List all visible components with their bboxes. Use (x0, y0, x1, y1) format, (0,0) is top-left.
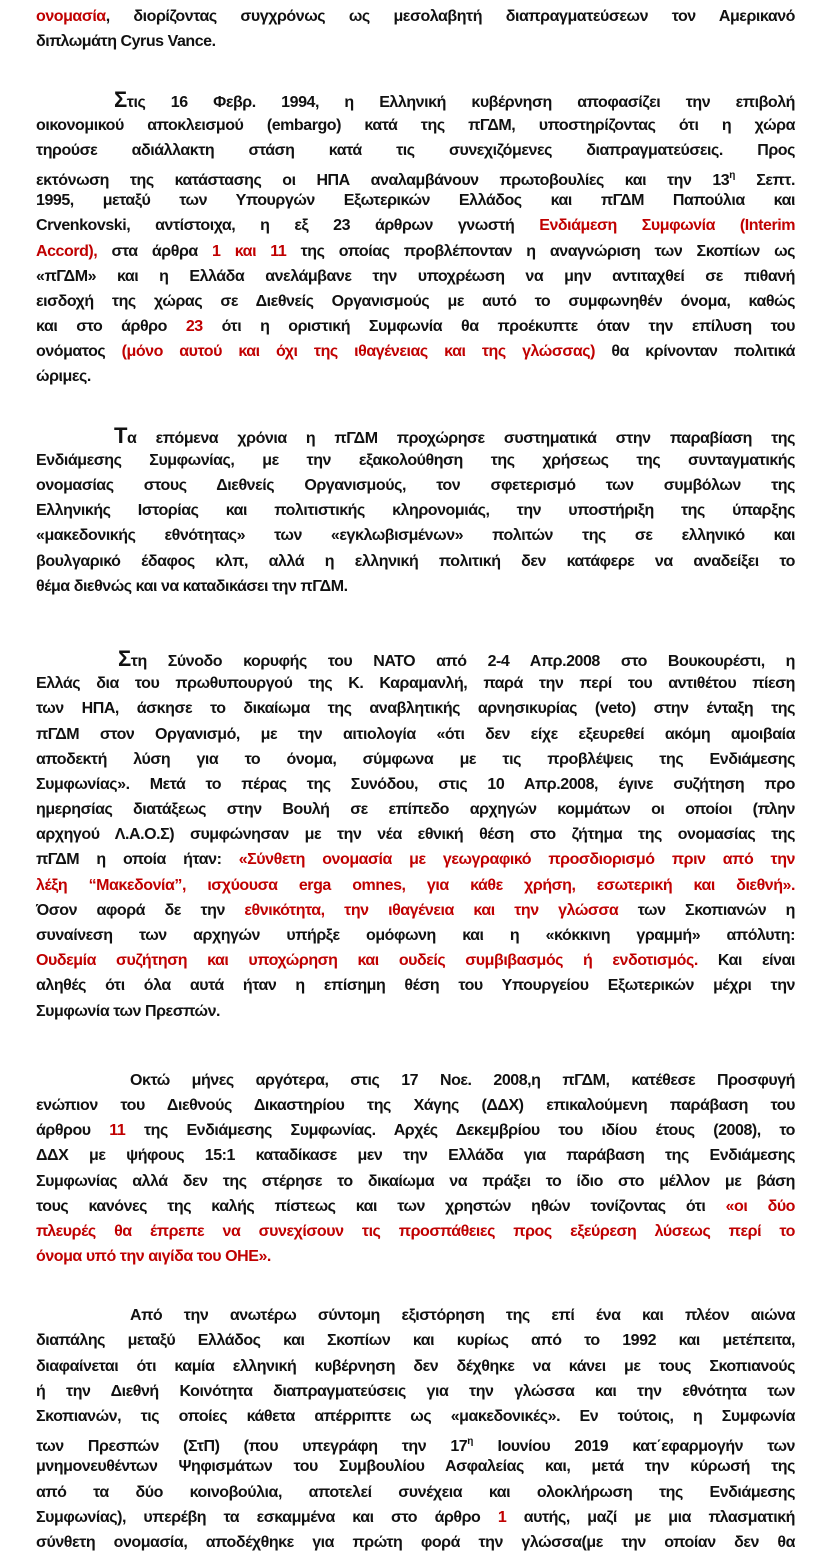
text-run: άρθρου (36, 1122, 110, 1140)
text-line (36, 973, 795, 998)
text-run: ή την Διεθνή Κοινότητα διαπραγματεύσεις για την γλώσσα και την εθνότητα των (36, 1382, 795, 1400)
text-line (36, 898, 795, 923)
text-run: εκτόνωση της κατάστασης οι ΗΠΑ αναλαμβάνουν πρωτοβουλίες και την 13 (36, 171, 730, 189)
text-line (36, 423, 795, 448)
text-run: οικονομικού αποκλεισμού (embargo) κατά της πΓΔΜ, υποστηρίζοντας ότι η χώρα (36, 116, 795, 134)
highlighted-text: λέξη “Μακεδονία”, ισχύουσα erga omnes, για κάθε χρήση, εσωτερική και διεθνή». (36, 876, 795, 894)
highlighted-text: ονομασία (36, 8, 106, 25)
text-run: ονομασίας στους Διεθνείς Οργανισμούς, τον σφετερισμό των συμβόλων της (36, 477, 795, 494)
paragraph (36, 423, 795, 599)
text-run: διαφαίνεται ότι καμία ελληνική κυβέρνηση δεν δέχθηκε να κάνει με τους Σκοπιανούς (36, 1357, 795, 1375)
text-run: συναίνεση των αρχηγών υπήρξε ομόφωνη και η «κόκκινη γραμμή» απόλυτη: (36, 927, 795, 944)
text-line (36, 696, 795, 721)
text-run: ημερησίας διατάξεως στην Βουλή σε επίπεδο αρχηγών κομμάτων οι οποίοι (πλην (36, 801, 795, 819)
highlighted-text: Ουδεμία συζήτηση και υποχώρηση και ουδείς συμβιβασμός ή ενδοτισμός. (36, 952, 698, 970)
text-run: Συμφωνίας), υπερέβη τα εσκαμμένα και στο άρθρο (36, 1508, 498, 1526)
text-line (36, 1219, 795, 1244)
text-run: Συμφωνίας αλλά δεν της στέρησε το δικαίωμα να πράξει το ίδιο στο μέλλον με βάση (36, 1172, 795, 1190)
highlighted-text: (μόνο αυτού και όχι της ιθαγένειας και της γλώσσας) (121, 343, 595, 361)
text-line (36, 999, 795, 1024)
text-line (36, 239, 795, 264)
text-line (36, 722, 795, 747)
text-line (36, 1068, 795, 1093)
text-run: ονόματος (36, 343, 122, 361)
text-run: ενώπιον του Διεθνούς Δικαστηρίου της Χάγης (ΔΔΧ) επικαλούμενη παράβαση του (36, 1096, 795, 1114)
text-run: στα άρθρα (97, 242, 213, 260)
text-run: τη Σύνοδο κορυφής του ΝΑΤΟ από 2-4 Απρ.2008 στο Βουκουρέστι, η (130, 652, 795, 670)
text-line (36, 314, 795, 339)
text-run: τις 16 Φεβρ. 1994, η Ελληνική κυβέρνηση αποφασίζει την επιβολή (126, 94, 795, 112)
text-line (36, 473, 795, 498)
highlighted-text: όνομα υπό την αιγίδα του ΟΗΕ». (36, 1248, 271, 1266)
text-line (36, 188, 795, 213)
highlighted-text: 11 (109, 1122, 126, 1140)
text-line (36, 1244, 795, 1269)
text-run: από τα δύο κοινοβούλια, αποτελεί συνέχεια και ολοκλήρωση της Ενδιάμεσης (36, 1483, 795, 1501)
text-run: της οποίας προβλέπονταν η αναγνώριση των Σκοπίων ως (286, 242, 796, 260)
text-line (36, 289, 795, 314)
text-run: Από την ανωτέρω σύντομη εξιστόρηση της επί ένα και πλέον αιώνα (130, 1307, 795, 1325)
text-line (36, 1093, 795, 1118)
text-line (36, 797, 795, 822)
text-run: μνημονευθέντων Ψηφισμάτων του Συμβουλίου Ασφαλείας και, μετά την κύρωσή της (36, 1458, 795, 1476)
text-run: και στο άρθρο (36, 318, 186, 336)
text-line (36, 1303, 795, 1328)
text-run: 1995, μεταξύ των Υπουργών Εξωτερικών Ελλάδος και πΓΔΜ Παπούλια και (36, 192, 795, 210)
paragraph (36, 4, 795, 54)
text-line (36, 923, 795, 948)
text-line (36, 847, 795, 872)
text-run: της Ενδιάμεσης Συμφωνίας. Αρχές Δεκεμβρίου του ιδίου έτους (2008), το (125, 1122, 795, 1140)
text-run: Ενδιάμεσης Συμφωνίας, με την εξακολούθηση της χρήσεως της συνταγματικής (36, 451, 795, 469)
paragraph (36, 646, 795, 1024)
text-run: τους κανόνες της καλής πίστεως και των χρηστών ηθών τονίζοντας ότι (36, 1197, 726, 1215)
text-run: θα κρίνονταν πολιτικά (594, 343, 795, 361)
text-line (36, 948, 795, 973)
text-line (36, 1328, 795, 1353)
text-line (36, 1454, 795, 1479)
text-run: Οκτώ μήνες αργότερα, στις 17 Νοε. 2008,η πΓΔΜ, κατέθεσε Προσφυγή (130, 1071, 795, 1089)
text-line (36, 747, 795, 772)
text-run: Ελληνικής Ιστορίας και πολιτιστικής κληρονομιάς, την υποστήριξη της ύπαρξης (36, 502, 795, 520)
text-line (36, 163, 795, 188)
text-line (36, 4, 795, 29)
text-run: Σεπτ. (735, 171, 795, 189)
text-run: Ελλάς δια του πρωθυπουργού της Κ. Καραμανλή, παρά την περί του αντιθέτου πίεση (36, 675, 795, 693)
initial-letter: Σ (118, 645, 131, 671)
text-run: Όσον αφορά δε την (36, 901, 245, 919)
text-run: ότι η οριστική Συμφωνία θα προέκυπτε όταν την επίλυση του (202, 318, 795, 336)
text-line (36, 1404, 795, 1429)
text-run: Σκοπιανών, τις οποίες κάθετα απέρριπτε ως «μακεδονικές». Εν τούτοις, η Συμφωνία (36, 1408, 795, 1425)
text-line (36, 29, 795, 54)
text-run: αποδεκτή λύση για το όνομα, σύμφωνα με τις προβλέψεις της Ενδιάμεσης (36, 750, 795, 768)
highlighted-text: 23 (185, 318, 203, 336)
superscript: η (729, 169, 736, 181)
text-line (36, 1429, 795, 1454)
text-line (36, 1480, 795, 1505)
text-line (36, 772, 795, 797)
text-run: Και είναι (697, 952, 795, 970)
text-line (36, 448, 795, 473)
superscript: η (467, 1436, 474, 1448)
text-run: των Σκοπιανών η (618, 901, 795, 919)
highlighted-text: εθνικότητα, την ιθαγένεια και την γλώσσα (244, 901, 619, 919)
initial-letter: Τ (114, 422, 127, 448)
text-line (36, 1530, 795, 1555)
text-run: των ΗΠΑ, άσκησε το δικαίωμα της αναβλητικής αρνησικυρίας (veto) στην ένταξη της (36, 700, 795, 718)
text-run: Crvenkovski, αντίστοιχα, η εξ 23 άρθρων γνωστή (36, 217, 540, 235)
text-line (36, 138, 795, 163)
text-line (36, 671, 795, 696)
text-run: Συμφωνία των Πρεσπών. (36, 1002, 221, 1020)
text-line (36, 822, 795, 847)
text-run: Ιουνίου 2019 κατ΄εφαρμογήν των (473, 1438, 795, 1456)
text-run: Συμφωνίας». Μετά το πέρας της Συνόδου, στις 10 Απρ.2008, έγινε συζήτηση προ (36, 775, 795, 793)
text-line (36, 1194, 795, 1219)
highlighted-text: 1 (497, 1508, 507, 1526)
text-line (36, 498, 795, 523)
paragraph (36, 1068, 795, 1270)
text-line (36, 364, 795, 389)
text-line (36, 1118, 795, 1143)
text-run: διπλωμάτη Cyrus Vance. (36, 33, 216, 51)
text-run: α επόμενα χρόνια η πΓΔΜ προχώρησε συστηματικά στην παραβίαση της (127, 429, 795, 447)
highlighted-text: Ενδιάμεση Συμφωνία (Interim (539, 217, 795, 235)
highlighted-text: «οι δύο (725, 1197, 796, 1215)
text-line (36, 1143, 795, 1168)
text-line (36, 646, 795, 671)
paragraph (36, 1303, 795, 1555)
text-run: αρχηγού Λ.Α.Ο.Σ) συμφώνησαν με την νέα εθνική θέση στο ζήτημα της ονομασίας της (36, 826, 795, 844)
text-line (36, 113, 795, 138)
text-run: «μακεδονικής εθνότητας» των «εγκλωβισμένων» πολιτών της σε ελληνικό και (36, 527, 795, 545)
text-run: ΔΔΧ με ψήφους 15:1 καταδίκασε μεν την Ελλάδα για παράβαση της Ενδιάμεσης (36, 1147, 795, 1165)
text-line (36, 339, 795, 364)
text-line (36, 523, 795, 548)
highlighted-text: «Σύνθετη ονομασία με γεωγραφικό προσδιορισμό πριν από την (238, 851, 795, 869)
text-run: , διορίζοντας συγχρόνως ως μεσολαβητή διαπραγματεύσεων τον Αμερικανό (105, 8, 795, 25)
text-run: εισδοχή της χώρας σε Διεθνείς Οργανισμούς με αυτό το συμφωνηθέν όνομα, καθώς (36, 292, 795, 310)
text-run: πΓΔΜ στον Οργανισμό, με την αιτιολογία «ότι δεν είχε εξευρεθεί ακόμη αμοιβαία (36, 725, 795, 743)
text-run: θέμα διεθνώς και να καταδικάσει την πΓΔΜ. (36, 577, 348, 595)
text-run: αυτής, μαζί με μια πλασματική (506, 1508, 795, 1526)
text-run: ώριμες. (36, 368, 91, 386)
text-run: «πΓΔΜ» και η Ελλάδα ανελάμβανε την υποχρέωση να μην αντιταχθεί σε πιθανή (36, 267, 795, 285)
highlighted-text: 1 και 11 (212, 242, 287, 260)
text-line (36, 213, 795, 238)
text-line (36, 549, 795, 574)
document-page (36, 4, 795, 1555)
highlighted-text: Accord), (36, 242, 98, 260)
text-line (36, 574, 795, 599)
initial-letter: Σ (114, 87, 127, 113)
text-line (36, 264, 795, 289)
text-line (36, 1505, 795, 1530)
text-run: αληθές ότι όλα αυτά ήταν η επίσημη θέση του Υπουργείου Εξωτερικών μέχρι την (36, 977, 795, 995)
text-run: διαπάλης μεταξύ Ελλάδος και Σκοπίων και κυρίως από το 1992 και μετέπειτα, (36, 1332, 795, 1350)
text-run: πΓΔΜ η οποία ήταν: (36, 851, 239, 869)
text-line (36, 873, 795, 898)
text-run: των Πρεσπών (ΣτΠ) (που υπεγράφη την 17 (36, 1438, 468, 1456)
text-run: τηρούσε αδιάλλακτη στάση κατά τις συνεχιζόμενες διαπραγματεύσεις. Προς (36, 141, 795, 159)
text-run: βουλγαρικό έδαφος κλπ, αλλά η ελληνική πολιτική δεν κατάφερε να αναδείξει το (36, 552, 795, 570)
highlighted-text: πλευρές θα έπρεπε να συνεχίσουν τις προσπάθειες προς εξεύρεση λύσεως περί το (36, 1222, 795, 1240)
text-line (36, 1379, 795, 1404)
text-line (36, 87, 795, 112)
text-run: σύνθετη ονομασία, αποδέχθηκε για πρώτη φορά την γλώσσα(με την οποίαν δεν θα (36, 1533, 795, 1551)
text-line (36, 1169, 795, 1194)
text-line (36, 1354, 795, 1379)
paragraph (36, 87, 795, 389)
